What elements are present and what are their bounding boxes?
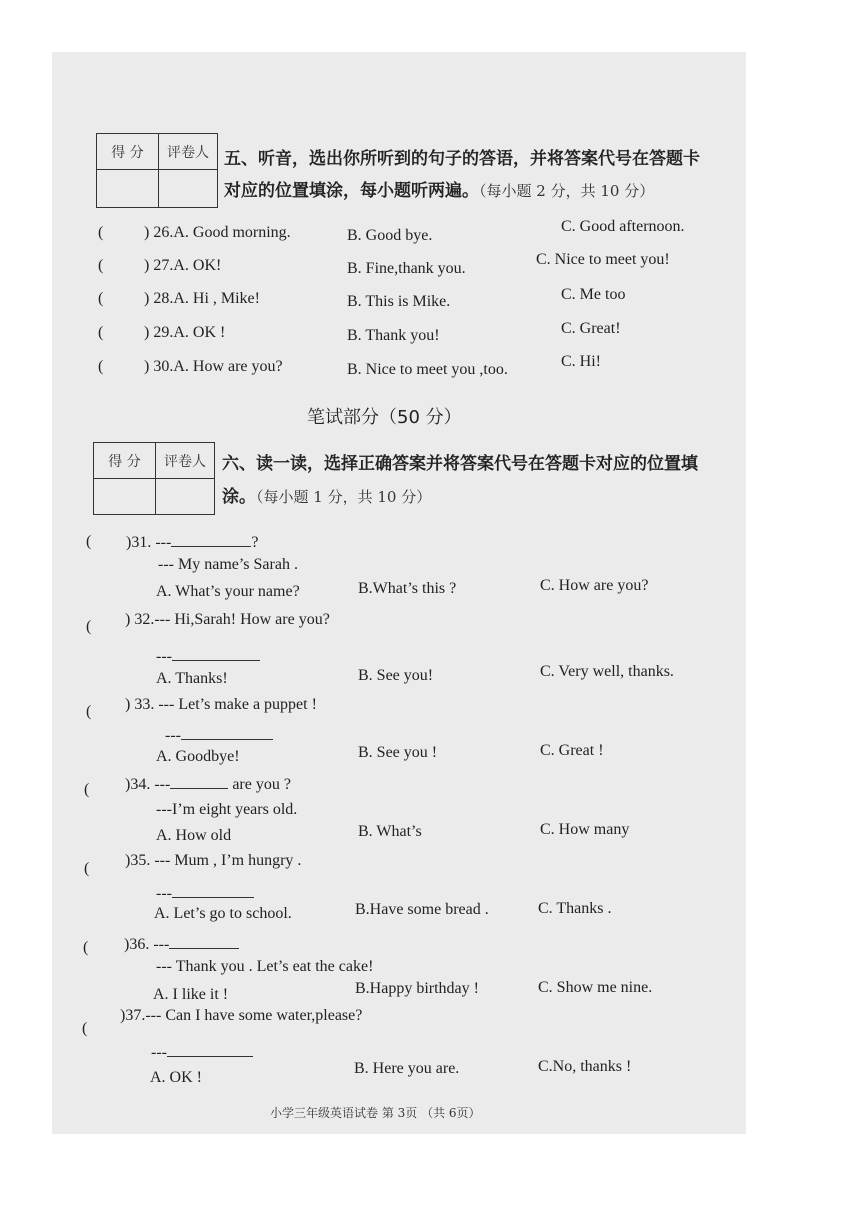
section6-instruction: 涂。 xyxy=(222,487,256,507)
option-c[interactable]: C. Great ! xyxy=(540,742,604,759)
option-a[interactable]: A. Let’s go to school. xyxy=(154,905,292,922)
question-stem: ) 32.--- Hi,Sarah! How are you? xyxy=(125,611,330,628)
option-b[interactable]: B. Nice to meet you ,too. xyxy=(347,361,508,378)
answer-blank xyxy=(170,774,228,789)
question-line2: --- My name’s Sarah . xyxy=(158,556,298,573)
option-b[interactable]: B. See you ! xyxy=(358,744,438,761)
answer-blank xyxy=(181,725,273,740)
question-line2: --- Thank you . Let’s eat the cake! xyxy=(156,958,374,975)
question-stem xyxy=(124,934,239,954)
option-a[interactable]: A. Thanks! xyxy=(156,670,228,687)
option-b[interactable]: B. Good bye. xyxy=(347,227,433,244)
answer-dash: --- xyxy=(156,648,172,665)
question-number: )36. --- xyxy=(124,936,170,953)
option-c[interactable]: C.No, thanks ! xyxy=(538,1058,632,1075)
question-line2 xyxy=(156,883,254,903)
option-c[interactable]: C. Great! xyxy=(561,320,621,337)
grader-cell[interactable] xyxy=(159,170,218,208)
option-a[interactable]: A. Goodbye! xyxy=(156,748,240,765)
option-b[interactable]: B. See you! xyxy=(358,667,434,684)
grader-label: 评卷人 xyxy=(159,134,218,170)
question-number: )31. --- xyxy=(126,534,172,551)
question-line2 xyxy=(156,646,260,666)
score-cell[interactable] xyxy=(94,479,156,515)
question-number: )34. --- xyxy=(125,776,171,793)
option-a[interactable]: A. I like it ! xyxy=(153,986,229,1003)
answer-paren[interactable]: ( xyxy=(86,703,92,720)
option-b[interactable]: B. Fine,thank you. xyxy=(347,260,466,277)
section5-note: （每小题 2 分，共 10 分） xyxy=(479,182,655,200)
option-b[interactable]: B. This is Mike. xyxy=(347,293,451,310)
question-stem: ) 30.A. How are you? xyxy=(144,358,283,375)
section6-note: （每小题 1 分，共 10 分） xyxy=(256,488,432,506)
answer-paren[interactable]: ( xyxy=(98,290,104,307)
question-line2: ---I’m eight years old. xyxy=(156,801,298,818)
answer-paren[interactable]: ( xyxy=(86,618,92,635)
score-table-section6 xyxy=(93,442,215,515)
option-a[interactable]: A. How old xyxy=(156,827,232,844)
question-tail: are you ? xyxy=(232,776,291,793)
question-line2 xyxy=(165,725,273,745)
option-b[interactable]: B. Thank you! xyxy=(347,327,440,344)
option-a[interactable]: A. What’s your name? xyxy=(156,583,300,600)
score-cell[interactable] xyxy=(97,170,159,208)
question-line2 xyxy=(151,1042,253,1062)
option-c[interactable]: C. Me too xyxy=(561,286,626,303)
option-c[interactable]: C. Hi! xyxy=(561,353,601,370)
answer-paren[interactable]: ( xyxy=(98,224,104,241)
answer-dash: --- xyxy=(156,885,172,902)
answer-paren[interactable]: ( xyxy=(98,358,104,375)
answer-paren[interactable]: ( xyxy=(98,324,104,341)
answer-blank xyxy=(172,883,254,898)
option-c[interactable]: C. Very well, thanks. xyxy=(540,663,674,680)
grader-label: 评卷人 xyxy=(156,443,215,479)
section5-heading-line2 xyxy=(224,176,654,201)
section5-heading-line1: 五、听音，选出你所听到的句子的答语，并将答案代号在答题卡 xyxy=(224,149,700,169)
written-part-title: 笔试部分（50 分） xyxy=(307,407,462,428)
exam-paper xyxy=(52,52,746,1134)
option-b[interactable]: B.Have some bread . xyxy=(355,901,489,918)
option-c[interactable]: C. How many xyxy=(540,821,630,838)
answer-paren[interactable]: ( xyxy=(83,939,89,956)
option-b[interactable]: B.What’s this ? xyxy=(358,580,457,597)
question-stem xyxy=(125,774,291,794)
answer-dash: --- xyxy=(151,1044,167,1061)
section6-heading-line2 xyxy=(222,482,431,507)
option-c[interactable]: C. Thanks . xyxy=(538,900,612,917)
grader-cell[interactable] xyxy=(156,479,215,515)
question-stem: ) 33. --- Let’s make a puppet ! xyxy=(125,696,317,713)
score-label: 得 分 xyxy=(97,134,159,170)
answer-blank xyxy=(171,532,251,547)
question-stem: ) 29.A. OK ! xyxy=(144,324,226,341)
option-a[interactable]: A. OK ! xyxy=(150,1069,202,1086)
answer-paren[interactable]: ( xyxy=(84,781,90,798)
option-c[interactable]: C. How are you? xyxy=(540,577,649,594)
option-c[interactable]: C. Nice to meet you! xyxy=(536,251,670,268)
answer-paren[interactable]: ( xyxy=(98,257,104,274)
section5-instruction: 对应的位置填涂，每小题听两遍。 xyxy=(224,181,479,201)
option-c[interactable]: C. Show me nine. xyxy=(538,979,653,996)
option-c[interactable]: C. Good afternoon. xyxy=(561,218,685,235)
question-stem: ) 27.A. OK! xyxy=(144,257,222,274)
answer-dash: --- xyxy=(165,727,181,744)
score-label: 得 分 xyxy=(94,443,156,479)
question-stem: ) 26.A. Good morning. xyxy=(144,224,291,241)
section6-heading-line1: 六、读一读，选择正确答案并将答案代号在答题卡对应的位置填 xyxy=(222,454,698,474)
option-b[interactable]: B.Happy birthday ! xyxy=(355,980,479,997)
question-stem xyxy=(126,532,258,552)
answer-paren[interactable]: ( xyxy=(82,1020,88,1037)
answer-paren[interactable]: ( xyxy=(86,533,92,550)
question-stem: )35. --- Mum , I’m hungry . xyxy=(125,852,302,869)
option-b[interactable]: B. Here you are. xyxy=(354,1060,460,1077)
question-stem: ) 28.A. Hi , Mike! xyxy=(144,290,260,307)
page-footer: 小学三年级英语试卷 第 3页 （共 6页） xyxy=(270,1106,481,1120)
answer-blank xyxy=(169,934,239,949)
option-b[interactable]: B. What’s xyxy=(358,823,422,840)
answer-paren[interactable]: ( xyxy=(84,860,90,877)
score-table-section5 xyxy=(96,133,218,208)
question-stem: )37.--- Can I have some water,please? xyxy=(120,1007,363,1024)
question-tail: ? xyxy=(251,534,259,551)
answer-blank xyxy=(172,646,260,661)
answer-blank xyxy=(167,1042,253,1057)
